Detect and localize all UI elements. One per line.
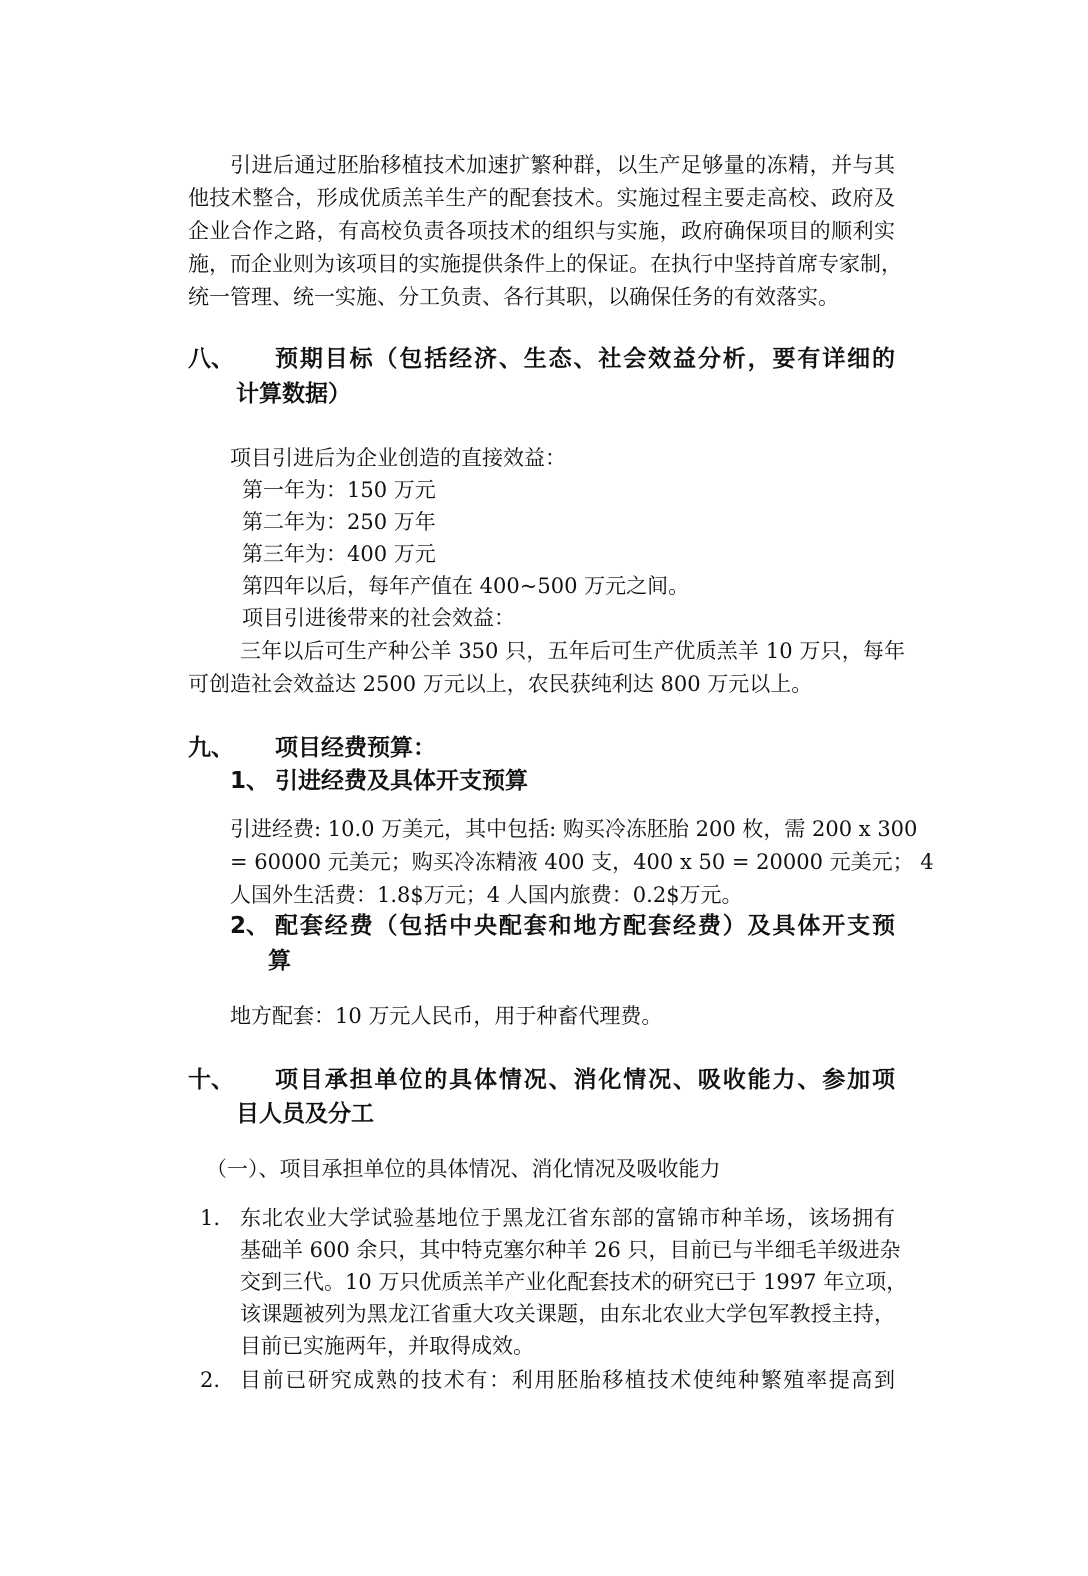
subsection-number: 1、 [230, 768, 270, 794]
text-line: 引进后通过胚胎移植技术加速扩繁种群，以生产足够量的冻精，并与其 [230, 153, 895, 177]
list-number: 1. [200, 1206, 221, 1230]
text-line: = 60000 元美元；购买冷冻精液 400 支，400 x 50 = 20000 元美元； 4 [230, 850, 934, 874]
section-title-continued: 计算数据） [236, 381, 351, 407]
text-line: 可创造社会效益达 2500 万元以上，农民获纯利达 800 万元以上。 [188, 672, 813, 696]
subsection-number: 2、 [230, 913, 270, 939]
subsection-title-continued: 算 [268, 948, 291, 974]
text-line: 施，而企业则为该项目的实施提供条件上的保证。在执行中坚持首席专家制， [188, 252, 902, 276]
subsection-title: 配套经费（包括中央配套和地方配套经费）及具体开支预 [275, 913, 895, 939]
text-line: 地方配套：10 万元人民币，用于种畜代理费。 [230, 1004, 663, 1028]
text-line: 东北农业大学试验基地位于黑龙江省东部的富锦市种羊场，该场拥有 [240, 1206, 895, 1230]
text-line: 他技术整合，形成优质羔羊生产的配套技术。实施过程主要走高校、政府及 [188, 186, 895, 210]
text-line: 基础羊 600 余只，其中特克塞尔种羊 26 只，目前已与半细毛羊级进杂 [240, 1238, 901, 1262]
section-title: 预期目标（包括经济、生态、社会效益分析，要有详细的 [275, 346, 895, 372]
section-title: 项目承担单位的具体情况、消化情况、吸收能力、参加项 [275, 1067, 895, 1093]
text-line: 第四年以后，每年产值在 400~500 万元之间。 [242, 574, 690, 598]
subheading: （一）、项目承担单位的具体情况、消化情况及吸收能力 [206, 1157, 721, 1181]
section-number: 九、 [188, 735, 234, 761]
section-number: 十、 [188, 1067, 234, 1093]
section-title-continued: 目人员及分工 [236, 1101, 374, 1127]
text-line: 目前已实施两年，并取得成效。 [240, 1334, 534, 1358]
text-line: 引进经费: 10.0 万美元，其中包括: 购买冷冻胚胎 200 枚，需 200 x 300 [230, 817, 918, 841]
section-number: 八、 [188, 346, 234, 372]
text-line: 第三年为：400 万元 [242, 542, 436, 566]
text-line: 人国外生活费：1.8$万元；4 人国内旅费：0.2$万元。 [230, 883, 743, 907]
text-line: 项目引进后为企业创造的直接效益： [230, 446, 566, 470]
text-line: 目前已研究成熟的技术有：利用胚胎移植技术使纯种繁殖率提高到 [240, 1368, 895, 1392]
section-title: 项目经费预算： [275, 735, 436, 761]
text-line: 该课题被列为黑龙江省重大攻关课题，由东北农业大学包军教授主持， [240, 1302, 895, 1326]
text-line: 交到三代。10 万只优质羔羊产业化配套技术的研究已于 1997 年立项， [240, 1270, 908, 1294]
text-line: 三年以后可生产种公羊 350 只，五年后可生产优质羔羊 10 万只，每年 [240, 639, 905, 663]
list-number: 2. [200, 1368, 221, 1392]
text-line: 企业合作之路，有高校负责各项技术的组织与实施，政府确保项目的顺利实 [188, 219, 895, 243]
text-line: 第二年为：250 万年 [242, 510, 436, 534]
text-line: 第一年为：150 万元 [242, 478, 436, 502]
text-line: 统一管理、统一实施、分工负责、各行其职，以确保任务的有效落实。 [188, 285, 839, 309]
subsection-title: 引进经费及具体开支预算 [275, 768, 528, 794]
text-line: 项目引进後带来的社会效益： [242, 606, 515, 630]
